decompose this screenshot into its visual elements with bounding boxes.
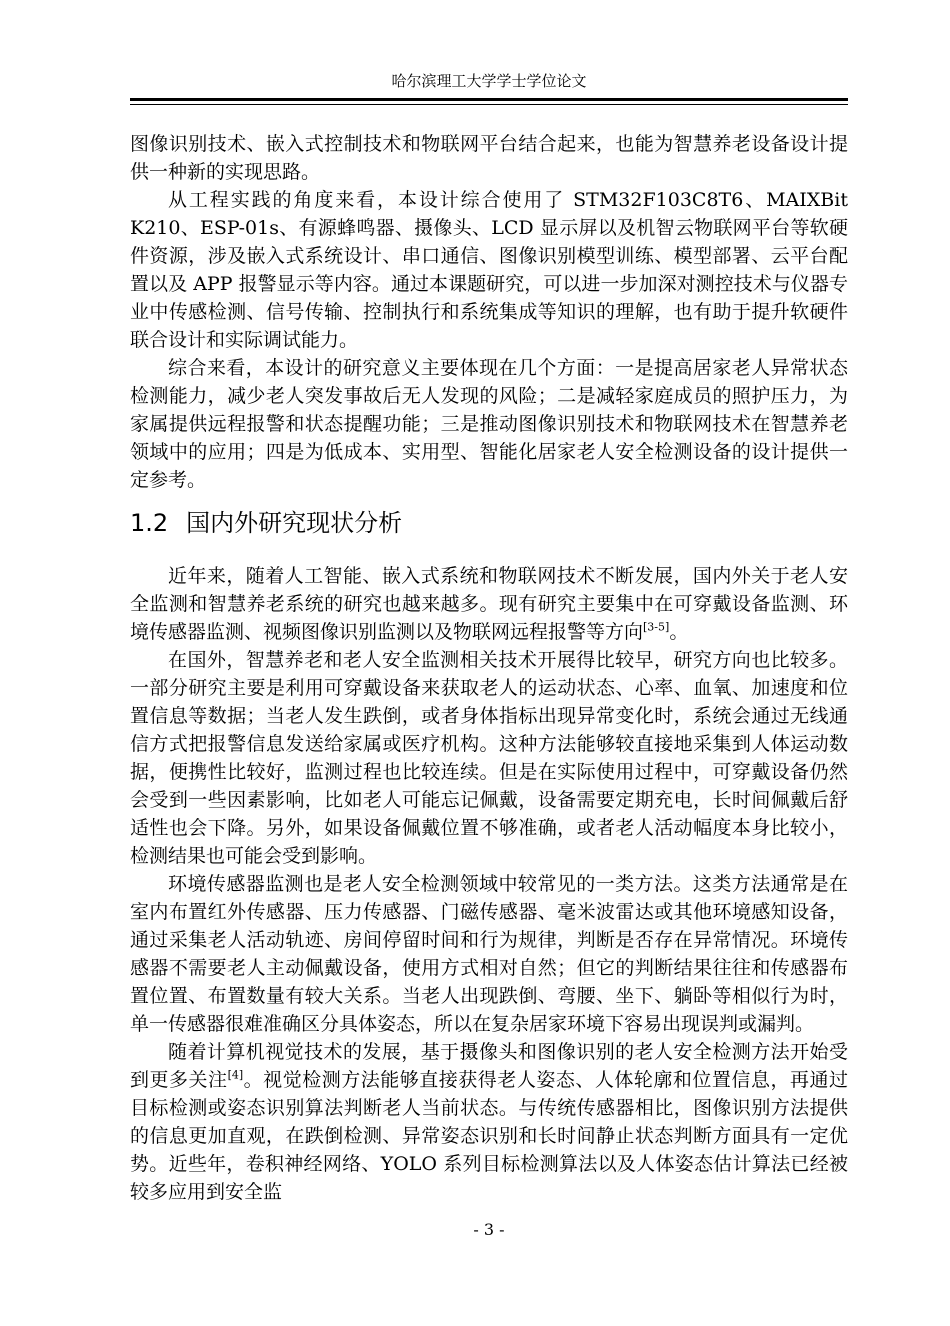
paragraph: 图像识别技术、嵌入式控制技术和物联网平台结合起来，也能为智慧养老设备设计提供一种新的实现思路。 bbox=[130, 133, 848, 183]
section-heading bbox=[130, 506, 848, 540]
section-number: 1.2 bbox=[130, 509, 169, 537]
paragraph: 环境传感器监测也是老人安全检测领域中较常见的一类方法。这类方法通常是在室内布置红外传感器、压力传感器、门磁传感器、毫米波雷达或其他环境感知设备，通过采集老人活动轨迹、房间停留时间和行为规律，判断是否存在异常情况。环境传感器不需要老人主动佩戴设备，使用方式相对自然；但它的判断结果往往和传感器布置位置、布置数量有较大关系。当老人出现跌倒、弯腰、坐下、躺卧等相似行为时，单一传感器很难准确区分具体姿态，所以在复杂居家环境下容易出现误判或漏判。 bbox=[130, 873, 848, 1035]
paragraph: 在国外，智慧养老和老人安全监测相关技术开展得比较早，研究方向也比较多。一部分研究主要是利用可穿戴设备来获取老人的运动状态、心率、血氧、加速度和位置信息等数据；当老人发生跌倒，或者身体指标出现异常变化时，系统会通过无线通信方式把报警信息发送给家属或医疗机构。这种方法能够较直接地采集到人体运动数据，便携性比较好，监测过程也比较连续。但是在实际使用过程中，可穿戴设备仍然会受到一些因素影响，比如老人可能忘记佩戴，设备需要定期充电，长时间佩戴后舒适性也会下降。另外，如果设备佩戴位置不够准确，或者老人活动幅度本身比较小，检测结果也可能会受到影响。 bbox=[130, 649, 848, 867]
page-number: - 3 - bbox=[473, 1220, 505, 1239]
paragraph bbox=[130, 562, 848, 646]
body-text bbox=[130, 130, 848, 1206]
section-title: 国内外研究现状分析 bbox=[186, 509, 403, 537]
header-rule-thin bbox=[130, 104, 848, 105]
paragraph bbox=[130, 1038, 848, 1206]
header-rule-thick bbox=[130, 98, 848, 101]
paragraph: 从工程实践的角度来看，本设计综合使用了 STM32F103C8T6、MAIXBit K210、ESP-01s、有源蜂鸣器、摄像头、LCD 显示屏以及机智云物联网平台等软硬件资源，涉及嵌入式系统设计、串口通信、图像识别模型训练、模型部署、云平台配置以及 APP 报警显示等内容。通过本课题研究，可以进一步加深对测控技术与仪器专业中传感检测、信号传输、控制执行和系统集成等知识的理解，也有助于提升软硬件联合设计和实际调试能力。 bbox=[130, 189, 848, 351]
paragraph: 综合来看，本设计的研究意义主要体现在几个方面：一是提高居家老人异常状态检测能力，减少老人突发事故后无人发现的风险；二是减轻家庭成员的照护压力，为家属提供远程报警和状态提醒功能；三是推动图像识别技术和物联网技术在智慧养老领域中的应用；四是为低成本、实用型、智能化居家老人安全检测设备的设计提供一定参考。 bbox=[130, 357, 848, 491]
paragraph-text: 。视觉检测方法能够直接获得老人姿态、人体轮廓和位置信息，再通过目标检测或姿态识别算法判断老人当前状态。与传统传感器相比，图像识别方法提供的信息更加直观，在跌倒检测、异常姿态识别和长时间静止状态判断方面具有一定优势。近些年，卷积神经网络、YOLO 系列目标检测算法以及人体姿态估计算法已经被较多应用到安全监 bbox=[130, 1069, 848, 1203]
citation: [4] bbox=[227, 1068, 244, 1082]
paragraph-text: 近年来，随着人工智能、嵌入式系统和物联网技术不断发展，国内外关于老人安全监测和智慧养老系统的研究也越来越多。现有研究主要集中在可穿戴设备监测、环境传感器监测、视频图像识别监测以及物联网远程报警等方向 bbox=[130, 565, 848, 643]
running-header: 哈尔滨理工大学学士学位论文 bbox=[391, 72, 587, 90]
paragraph-text: 。 bbox=[669, 621, 689, 643]
paragraph-text: 随着计算机视觉技术的发展，基于摄像头和图像识别的老人安全检测方法开始受到更多关注 bbox=[130, 1041, 848, 1091]
citation: [3-5] bbox=[643, 620, 670, 634]
